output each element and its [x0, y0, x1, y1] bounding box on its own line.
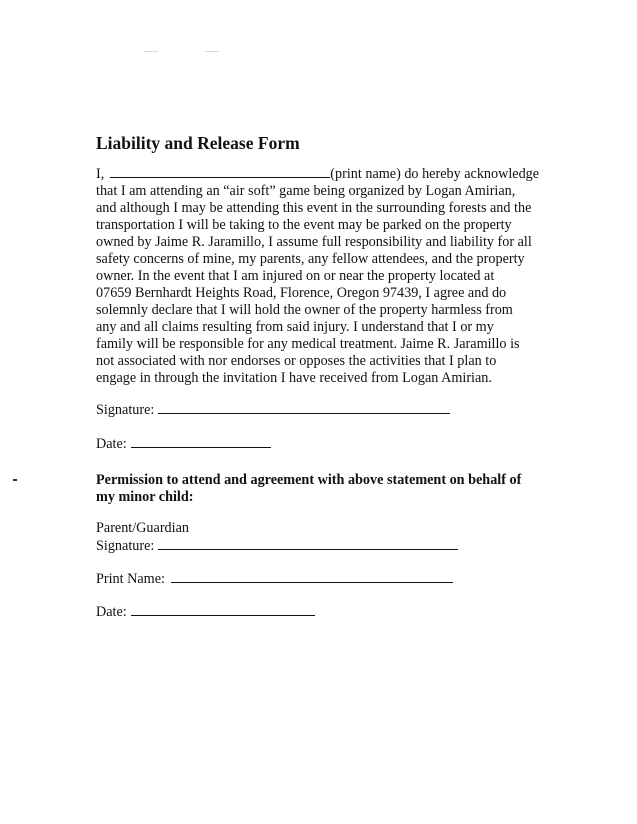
- date-row: [96, 436, 271, 452]
- print-name-row: [96, 571, 453, 587]
- date-field[interactable]: [131, 436, 271, 448]
- guardian-heading-line2: my minor child:: [96, 489, 194, 505]
- body-line: transportation I will be taking to the event may be parked on the property: [96, 217, 512, 233]
- body-line: owner. In the event that I am injured on or near the property located at: [96, 268, 495, 284]
- guardian-signature-field[interactable]: [158, 538, 458, 550]
- body-line: engage in through the invitation I have received from Logan Amirian.: [96, 370, 492, 386]
- scan-mark: [205, 51, 219, 52]
- signature-label: Signature:: [96, 402, 155, 418]
- body-line: and although I may be attending this event in the surrounding forests and the: [96, 200, 532, 216]
- body-line: owned by Jaime R. Jaramillo, I assume full responsibility and liability for all: [96, 234, 532, 250]
- guardian-print-name-field[interactable]: [171, 571, 453, 583]
- print-name-field[interactable]: [110, 166, 330, 178]
- guardian-date-label: Date:: [96, 604, 127, 620]
- signature-row: [96, 402, 450, 418]
- date-label: Date:: [96, 436, 127, 452]
- guardian-signature-label: Signature:: [96, 538, 155, 554]
- body-line: any and all claims resulting from said injury. I understand that I or my: [96, 319, 494, 335]
- guardian-date-field[interactable]: [131, 604, 315, 616]
- guardian-heading-line1: Permission to attend and agreement with above statement on behalf of: [96, 472, 522, 488]
- form-title: Liability and Release Form: [96, 133, 300, 153]
- body-line: not associated with nor endorses or opposes the activities that I plan to: [96, 353, 497, 369]
- body-line: 07659 Bernhardt Heights Road, Florence, Oregon 97439, I agree and do: [96, 285, 507, 301]
- body-line: family will be responsible for any medical treatment. Jaime R. Jaramillo is: [96, 336, 520, 352]
- intro-line: [96, 166, 539, 182]
- intro-suffix: (print name) do hereby acknowledge: [330, 166, 540, 182]
- print-name-label: Print Name:: [96, 571, 165, 587]
- body-line: that I am attending an “air soft” game being organized by Logan Amirian,: [96, 183, 516, 199]
- guardian-signature-row: [96, 538, 458, 554]
- scan-mark: [13, 479, 17, 481]
- parent-guardian-label: Parent/Guardian: [96, 520, 189, 536]
- guardian-date-row: [96, 604, 315, 620]
- body-line: solemnly declare that I will hold the owner of the property harmless from: [96, 302, 513, 318]
- body-line: safety concerns of mine, my parents, any fellow attendees, and the property: [96, 251, 525, 267]
- signature-field[interactable]: [158, 402, 450, 414]
- scan-mark: [144, 51, 158, 52]
- intro-prefix: I,: [96, 166, 105, 182]
